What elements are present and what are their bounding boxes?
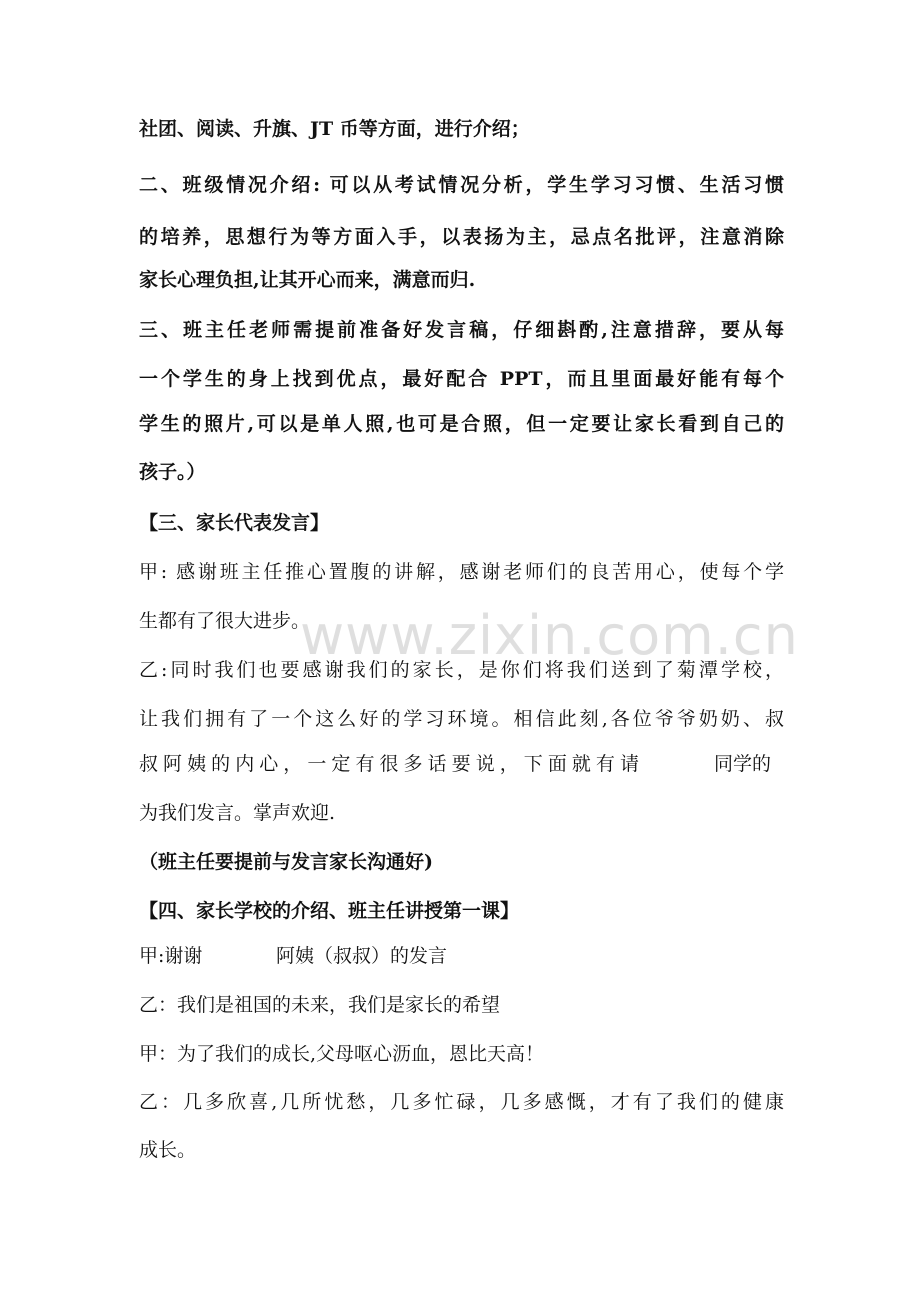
paragraph-line-7: 学生的照片,可以是单人照,也可是合照，但一定要让家长看到自己的 <box>139 413 784 435</box>
dialogue-line-yi-1-cont-3: 为我们发言。掌声欢迎. <box>139 802 336 824</box>
dialogue-line-jia-1-cont: 生都有了很大进步。 <box>139 610 311 632</box>
paragraph-line-2: 二、班级情况介绍: 可以从考试情况分析，学生学习习惯、生活习惯 <box>139 174 784 196</box>
paragraph-line-5: 三、班主任老师需提前准备好发言稿，仔细斟酌,注意措辞，要从每 <box>139 319 784 341</box>
paragraph-line-1: 社团、阅读、升旗、JT 币等方面，进行介绍； <box>139 118 530 140</box>
section-heading-parent-school: 【四、家长学校的介绍、班主任讲授第一课】 <box>139 900 520 922</box>
dialogue-line-jia-3: 甲：为了我们的成长,父母呕心沥血，恩比天高！ <box>139 1043 545 1065</box>
dialogue-line-jia-1: 甲: 感谢班主任推心置腹的讲解，感谢老师们的良苦用心，使每个学 <box>139 561 784 583</box>
paragraph-line-6: 一个学生的身上找到优点，最好配合 PPT，而且里面最好能有每个 <box>139 368 784 390</box>
dialogue-line-yi-1-cont-2-tail: 同学的 <box>714 753 772 775</box>
dialogue-line-yi-1: 乙:同时我们也要感谢我们的家长，是你们将我们送到了菊潭学校， <box>139 659 784 681</box>
dialogue-line-yi-3-cont: 成长。 <box>139 1139 197 1161</box>
dialogue-line-yi-1-cont-2: 叔阿姨的内心，一定有很多话要说，下面就有请 <box>139 753 639 775</box>
paragraph-line-8: 孩子。） <box>139 461 206 483</box>
dialogue-line-yi-1-cont: 让我们拥有了一个这么好的学习环境。相信此刻,各位爷爷奶奶、叔 <box>139 708 784 730</box>
watermark: www.zixin.com.cn <box>300 604 799 667</box>
paragraph-line-3: 的培养，思想行为等方面入手，以表扬为主，忌点名批评，注意消除 <box>139 226 784 248</box>
dialogue-line-jia-2-end: 阿姨（叔叔）的发言 <box>276 945 448 967</box>
dialogue-line-jia-2-start: 甲:谢谢 <box>139 945 203 967</box>
dialogue-line-yi-3: 乙：几多欣喜,几所忧愁，几多忙碌，几多感慨，才有了我们的健康 <box>139 1091 784 1113</box>
dialogue-line-yi-2: 乙：我们是祖国的未来，我们是家长的希望 <box>139 994 501 1016</box>
section-heading-parent-speech: 【三、家长代表发言】 <box>139 512 330 534</box>
paragraph-line-4: 家长心理负担,让其开心而来，满意而归. <box>139 269 476 291</box>
note-line: （班主任要提前与发言家长沟通好) <box>139 851 433 873</box>
